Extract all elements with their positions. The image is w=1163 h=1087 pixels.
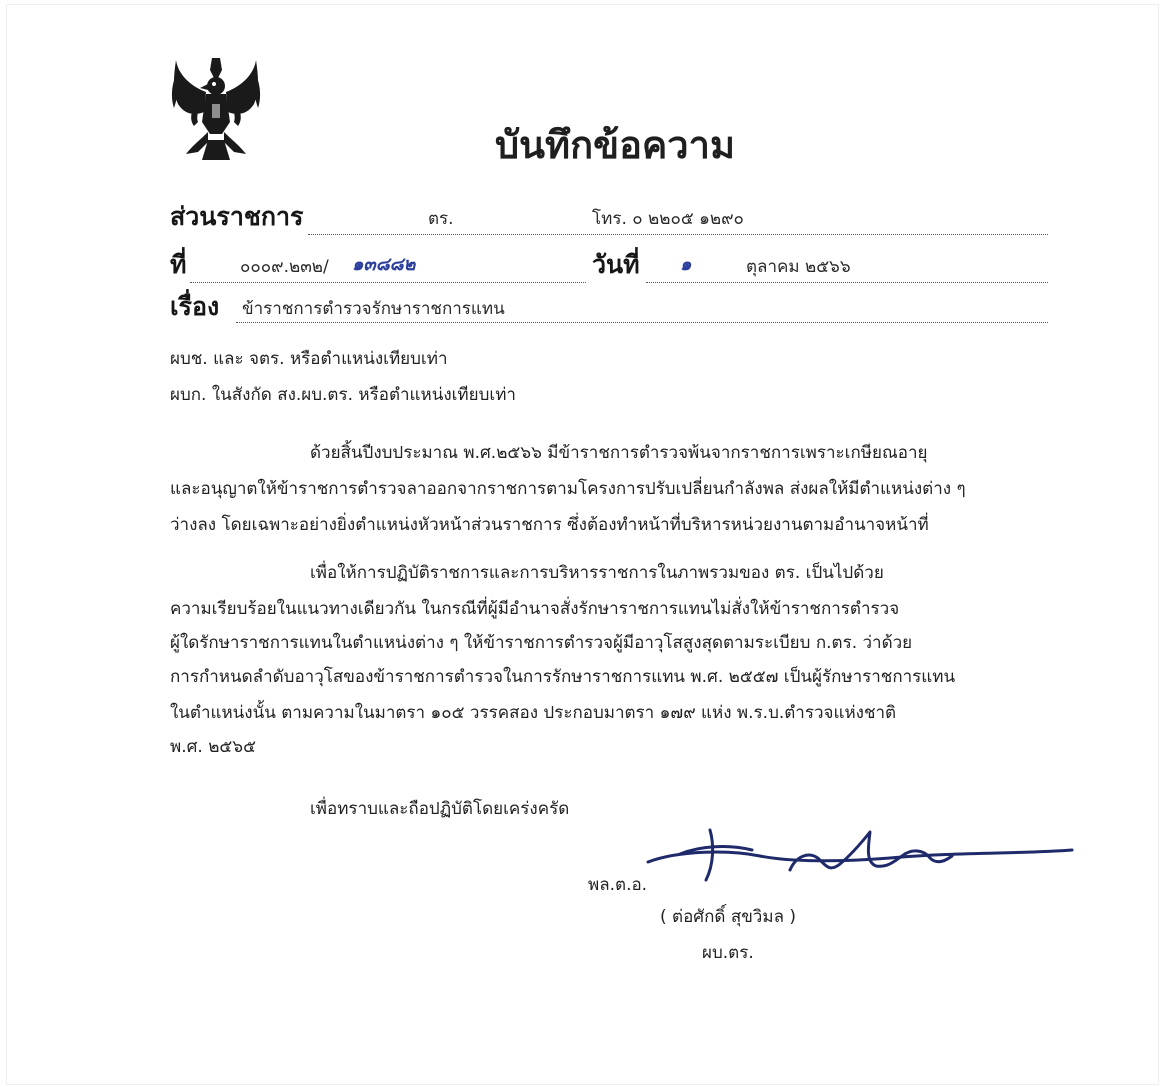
paragraph-1-line: ด้วยสิ้นปีงบประมาณ พ.ศ.๒๕๖๖ มีข้าราชการตำรวจพ้นจากราชการเพราะเกษียณอายุ — [310, 443, 928, 463]
ref-dotted-line — [190, 282, 586, 283]
agency-label: ส่วนราชการ — [170, 202, 304, 231]
date-dotted-line — [646, 282, 1048, 283]
date-label: วันที่ — [592, 250, 640, 279]
ref-label: ที่ — [170, 250, 187, 279]
recipient-line: ผบก. ในสังกัด สง.ผบ.ตร. หรือตำแหน่งเทียบเท่า — [170, 385, 516, 405]
agency-value: ตร. — [428, 209, 454, 229]
recipient-line: ผบช. และ จตร. หรือตำแหน่งเทียบเท่า — [170, 349, 448, 369]
signer-name: ( ต่อศักดิ์ สุขวิมล ) — [660, 907, 797, 927]
subject-label: เรื่อง — [170, 292, 220, 321]
closing-line: เพื่อทราบและถือปฏิบัติโดยเคร่งครัด — [310, 799, 570, 819]
paragraph-2-line: ความเรียบร้อยในแนวทางเดียวกัน ในกรณีที่ผู้มีอำนาจสั่งรักษาราชการแทนไม่สั่งให้ข้าราชการตำรวจ — [170, 599, 900, 619]
paragraph-2-line: พ.ศ. ๒๕๖๕ — [170, 737, 256, 757]
paragraph-2-line: เพื่อให้การปฏิบัติราชการและการบริหารราชการในภาพรวมของ ตร. เป็นไปด้วย — [310, 563, 884, 583]
paragraph-1-line: ว่างลง โดยเฉพาะอย่างยิ่งตำแหน่งหัวหน้าส่วนราชการ ซึ่งต้องทำหน้าที่บริหารหน่วยงานตามอำนาจหน้าที่ — [170, 515, 929, 535]
date-month-year: ตุลาคม ๒๕๖๖ — [746, 257, 851, 277]
paragraph-1-line: และอนุญาตให้ข้าราชการตำรวจลาออกจากราชการตามโครงการปรับเปลี่ยนกำลังพล ส่งผลให้มีตำแหน่งต่าง ๆ — [170, 479, 966, 499]
paragraph-2-line: ผู้ใดรักษาราชการแทนในตำแหน่งต่าง ๆ ให้ข้าราชการตำรวจผู้มีอาวุโสสูงสุดตามระเบียบ ก.ตร. ว่าด้วย — [170, 633, 913, 653]
memo-title: บันทึกข้อความ — [494, 123, 736, 167]
phone-number: โทร. ๐ ๒๒๐๕ ๑๒๙๐ — [592, 209, 744, 229]
subject-text: ข้าราชการตำรวจรักษาราชการแทน — [242, 299, 505, 319]
agency-dotted-line — [308, 234, 1048, 235]
garuda-emblem-icon — [168, 56, 264, 162]
signer-position: ผบ.ตร. — [702, 943, 754, 963]
paragraph-2-line: ในตำแหน่งนั้น ตามความในมาตรา ๑๐๕ วรรคสอง ประกอบมาตรา ๑๗๙ แห่ง พ.ร.บ.ตำรวจแห่งชาติ — [170, 703, 897, 723]
signer-rank: พล.ต.อ. — [588, 875, 648, 895]
paragraph-2-line: การกำหนดลำดับอาวุโสของข้าราชการตำรวจในการรักษาราชการแทน พ.ศ. ๒๕๕๗ เป็นผู้รักษาราชการแทน — [170, 667, 956, 687]
handwritten-signature — [640, 820, 1080, 890]
subject-dotted-line — [236, 322, 1048, 323]
date-day-handwritten: ๑ — [680, 254, 692, 275]
ref-handwritten-number: ๑๓๘๘๒ — [352, 254, 416, 275]
ref-number: ๐๐๐๙.๒๓๒/ — [240, 257, 329, 277]
